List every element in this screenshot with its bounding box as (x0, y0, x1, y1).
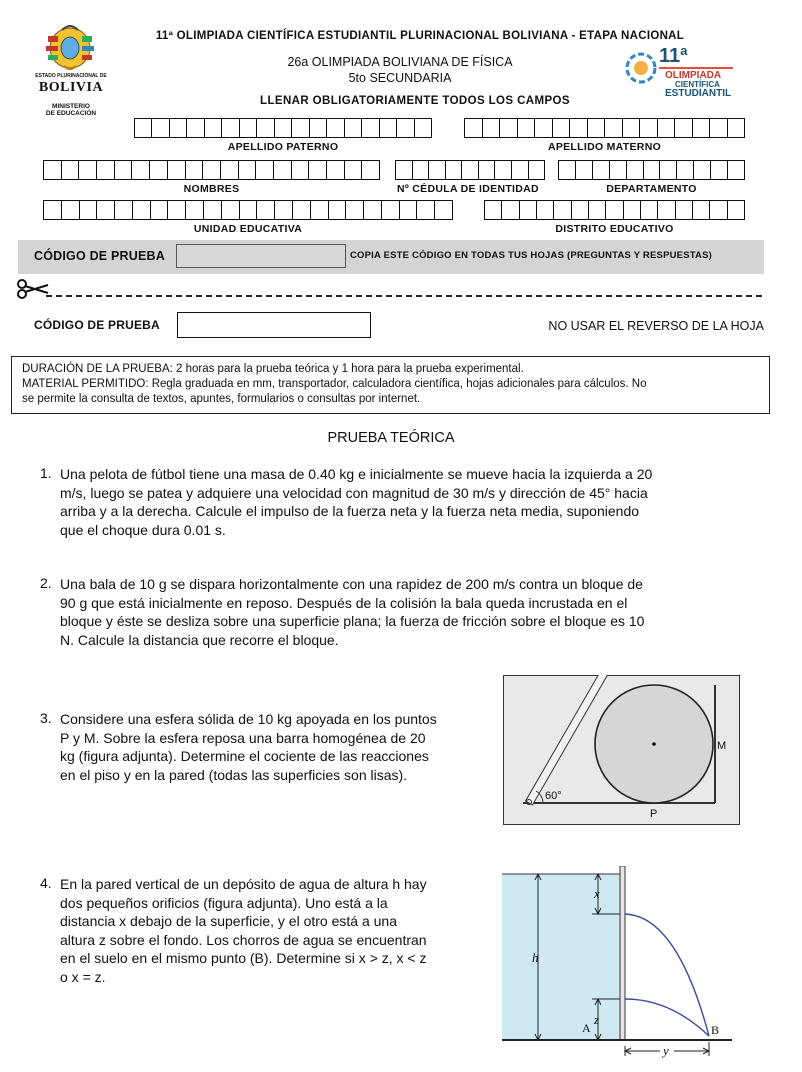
char-cell[interactable] (429, 160, 446, 180)
char-cell[interactable] (256, 160, 274, 180)
char-cell[interactable] (309, 160, 327, 180)
char-cell[interactable] (275, 118, 292, 138)
char-cell[interactable] (133, 200, 151, 220)
char-cell[interactable] (553, 118, 571, 138)
question-1-number: 1. (40, 465, 52, 481)
char-cell[interactable] (465, 118, 483, 138)
char-cell[interactable] (710, 118, 728, 138)
char-cell[interactable] (346, 200, 364, 220)
char-cell[interactable] (292, 118, 309, 138)
bolivia-coat-of-arms-logo (40, 22, 100, 74)
char-cell[interactable] (435, 200, 453, 220)
char-cell[interactable] (610, 160, 627, 180)
char-cell[interactable] (676, 200, 693, 220)
departamento-boxes[interactable] (558, 160, 745, 180)
char-cell[interactable] (329, 200, 347, 220)
distrito-educativo-boxes[interactable] (484, 200, 745, 220)
departamento-label: DEPARTAMENTO (606, 183, 697, 195)
char-cell[interactable] (624, 200, 641, 220)
char-cell[interactable] (535, 118, 553, 138)
logo-right-line2: CIENTÍFICA (675, 80, 720, 89)
question-3-line: en el piso y en la pared (todas las superficies son lisas). (60, 766, 408, 783)
fig4-label-b: B (711, 1023, 720, 1037)
char-cell[interactable] (537, 200, 554, 220)
char-cell[interactable] (203, 160, 221, 180)
char-cell[interactable] (644, 160, 661, 180)
info-duracion: DURACIÓN DE LA PRUEBA: 2 horas para la prueba teórica y 1 hora para la prueba experimental. (22, 363, 524, 375)
question-4-line: En la pared vertical de un depósito de agua de altura h hay (60, 876, 427, 892)
char-cell[interactable] (364, 200, 382, 220)
char-cell[interactable] (62, 200, 80, 220)
char-cell[interactable] (479, 160, 496, 180)
char-cell[interactable] (362, 118, 379, 138)
nombres-label: NOMBRES (183, 183, 240, 195)
char-cell[interactable] (257, 118, 274, 138)
char-cell[interactable] (187, 118, 204, 138)
question-3-line: P y M. Sobre la esfera reposa una barra homogénea de 20 (60, 729, 426, 746)
char-cell[interactable] (310, 118, 327, 138)
char-cell[interactable] (728, 160, 745, 180)
question-4-line: altura z sobre el fondo. Los chorros de agua se encuentran (60, 931, 427, 948)
char-cell[interactable] (576, 160, 593, 180)
cedula-boxes[interactable] (395, 160, 545, 180)
char-cell[interactable] (186, 160, 204, 180)
char-cell[interactable] (80, 200, 98, 220)
char-cell[interactable] (675, 118, 693, 138)
info-consulta: se permite la consulta de textos, apuntes, formularios o consultas por internet. (22, 393, 421, 405)
question-4-text (60, 875, 488, 986)
logo-right-line1: OLIMPIADA (665, 70, 722, 81)
char-cell[interactable] (221, 160, 239, 180)
fig3-label-p: P (650, 808, 658, 820)
char-cell[interactable] (380, 118, 397, 138)
apellido-materno-boxes[interactable] (464, 118, 745, 138)
char-cell[interactable] (239, 160, 257, 180)
char-cell[interactable] (150, 160, 168, 180)
char-cell[interactable] (97, 200, 115, 220)
char-cell[interactable] (520, 200, 537, 220)
logo-country: BOLIVIA (38, 79, 104, 95)
char-cell[interactable] (362, 160, 380, 180)
char-cell[interactable] (500, 118, 518, 138)
codigo-label: CÓDIGO DE PRUEBA (34, 249, 165, 263)
header-subtitle-grade: 5to SECUNDARIA (348, 71, 452, 85)
char-cell[interactable] (588, 118, 606, 138)
char-cell[interactable] (186, 200, 204, 220)
question-4-line: dos pequeños orificios (figura adjunta). Uno está a la (60, 894, 388, 911)
char-cell[interactable] (151, 200, 169, 220)
question-1-line: Una pelota de fútbol tiene una masa de 0.40 kg e inicialmente se mueve hacia la izquierda a 20 (60, 466, 653, 482)
char-cell[interactable] (512, 160, 529, 180)
char-cell[interactable] (400, 200, 418, 220)
char-cell[interactable] (327, 118, 344, 138)
char-cell[interactable] (605, 118, 623, 138)
cut-line (46, 295, 762, 297)
codigo-label-bottom: CÓDIGO DE PRUEBA (34, 318, 160, 332)
char-cell[interactable] (693, 200, 710, 220)
char-cell[interactable] (413, 160, 430, 180)
fill-instruction: LLENAR OBLIGATORIAMENTE TODOS LOS CAMPOS (260, 95, 570, 107)
question-2-line: bloque y éste se desliza sobre una superficie plana; la fuerza de fricción sobre el bloque es 10 (60, 613, 645, 629)
logo-ministry-1: MINISTERIO (52, 102, 90, 110)
question-1-text (60, 465, 770, 539)
char-cell[interactable] (135, 118, 152, 138)
char-cell[interactable] (293, 200, 311, 220)
char-cell[interactable] (572, 200, 589, 220)
codigo-field-top[interactable] (176, 244, 346, 268)
info-material: MATERIAL PERMITIDO: Regla graduada en mm, transportador, calculadora científica, hojas adicionales para cálculos. No (22, 378, 647, 390)
char-cell[interactable] (345, 118, 362, 138)
scissors-icon (16, 278, 50, 300)
char-cell[interactable] (222, 200, 240, 220)
char-cell[interactable] (132, 160, 150, 180)
char-cell[interactable] (240, 200, 258, 220)
question-2-line: 90 g que está inicialmente en reposo. Después de la colisión la bala queda incrustada en el (60, 594, 628, 611)
question-3-line: Considere una esfera sólida de 10 kg apoyada en los puntos (60, 711, 437, 727)
apellido-paterno-boxes[interactable] (134, 118, 432, 138)
prueba-title: PRUEBA TEÓRICA (327, 430, 455, 446)
char-cell[interactable] (274, 160, 292, 180)
char-cell[interactable] (483, 118, 501, 138)
nombres-boxes[interactable] (43, 160, 380, 180)
char-cell[interactable] (711, 160, 728, 180)
char-cell[interactable] (44, 200, 62, 220)
char-cell[interactable] (570, 118, 588, 138)
char-cell[interactable] (641, 200, 658, 220)
char-cell[interactable] (589, 200, 606, 220)
char-cell[interactable] (462, 160, 479, 180)
char-cell[interactable] (205, 118, 222, 138)
char-cell[interactable] (152, 118, 169, 138)
question-4-line: distancia x debajo de la superficie, y el otro está a una (60, 913, 397, 929)
question-4-line: o x = z. (60, 968, 106, 985)
char-cell[interactable] (168, 160, 186, 180)
char-cell[interactable] (311, 200, 329, 220)
char-cell[interactable] (559, 160, 576, 180)
question-2-text (60, 575, 770, 649)
char-cell[interactable] (623, 118, 641, 138)
distrito-educativo-label: DISTRITO EDUCATIVO (555, 223, 674, 235)
fig4-label-z: z (594, 1012, 600, 1027)
char-cell[interactable] (627, 160, 644, 180)
info-box (11, 356, 770, 414)
bolivia-logo-text (30, 74, 112, 117)
char-cell[interactable] (485, 200, 502, 220)
char-cell[interactable] (168, 200, 186, 220)
unidad-educativa-boxes[interactable] (43, 200, 453, 220)
question-1-line: m/s, luego se patea y adquiere una velocidad con magnitud de 30 m/s y dirección de 45° hacia (60, 484, 648, 501)
char-cell[interactable] (397, 118, 414, 138)
char-cell[interactable] (446, 160, 463, 180)
fig3-angle-label: 60° (545, 790, 562, 802)
codigo-field-bottom[interactable] (177, 312, 371, 338)
question-4-number: 4. (40, 875, 52, 891)
char-cell[interactable] (606, 200, 623, 220)
no-reverso-note: NO USAR EL REVERSO DE LA HOJA (548, 319, 764, 333)
char-cell[interactable] (677, 160, 694, 180)
question-2-line: Una bala de 10 g se dispara horizontalmente con una rapidez de 200 m/s contra un bloque de (60, 576, 643, 592)
char-cell[interactable] (257, 200, 275, 220)
char-cell[interactable] (44, 160, 62, 180)
char-cell[interactable] (658, 200, 675, 220)
char-cell[interactable] (495, 160, 512, 180)
logo-ministry-2: DE EDUCACIÓN (45, 110, 97, 118)
char-cell[interactable] (660, 160, 677, 180)
char-cell[interactable] (327, 160, 345, 180)
question-1-line: que el choque dura 0.01 s. (60, 521, 226, 538)
char-cell[interactable] (640, 118, 658, 138)
question-4-line: en el suelo en el mismo punto (B). Determine si x > z, x < z (60, 950, 427, 966)
fig4-label-y: y (663, 1043, 669, 1058)
char-cell[interactable] (240, 118, 257, 138)
question-1-line: arriba y a la derecha. Calcule el impulso de la fuerza neta y la fuerza neta media, suponiendo (60, 503, 640, 519)
apellido-materno-label: APELLIDO MATERNO (547, 141, 662, 153)
char-cell[interactable] (292, 160, 310, 180)
fig4-label-x: x (594, 886, 600, 901)
char-cell[interactable] (62, 160, 80, 180)
codigo-copy-note: COPIA ESTE CÓDIGO EN TODAS TUS HOJAS (PREGUNTAS Y RESPUESTAS) (350, 250, 712, 261)
char-cell[interactable] (710, 200, 727, 220)
char-cell[interactable] (728, 200, 745, 220)
question-3-number: 3. (40, 710, 52, 726)
char-cell[interactable] (518, 118, 536, 138)
cedula-label: Nº CÉDULA DE IDENTIDAD (397, 183, 539, 195)
char-cell[interactable] (593, 160, 610, 180)
char-cell[interactable] (97, 160, 115, 180)
char-cell[interactable] (554, 200, 571, 220)
figure-water-tank (502, 866, 736, 1058)
logo-right-line3: ESTUDIANTIL (665, 88, 732, 99)
fig3-label-m: M (717, 740, 727, 752)
question-3-text (60, 710, 490, 784)
logo-small-text: ESTADO PLURINACIONAL DE (35, 73, 107, 79)
char-cell[interactable] (115, 160, 133, 180)
char-cell[interactable] (115, 200, 133, 220)
char-cell[interactable] (275, 200, 293, 220)
question-2-line: N. Calcule la distancia que recorre el bloque. (60, 631, 339, 648)
char-cell[interactable] (728, 118, 746, 138)
fig4-label-a: A (582, 1021, 591, 1035)
header-title: 11ª OLIMPIADA CIENTÍFICA ESTUDIANTIL PLURINACIONAL BOLIVIANA - ETAPA NACIONAL (155, 30, 685, 42)
olimpiada-logo (625, 38, 737, 100)
char-cell[interactable] (204, 200, 222, 220)
char-cell[interactable] (382, 200, 400, 220)
char-cell[interactable] (694, 160, 711, 180)
char-cell[interactable] (345, 160, 363, 180)
header-subtitle-olimpiada: 26a OLIMPIADA BOLIVIANA DE FÍSICA (287, 55, 513, 69)
char-cell[interactable] (170, 118, 187, 138)
logo-right-number: 11ª (659, 45, 688, 67)
question-3-line: kg (figura adjunta). Determine el cociente de las reacciones (60, 748, 429, 764)
char-cell[interactable] (222, 118, 239, 138)
char-cell[interactable] (396, 160, 413, 180)
char-cell[interactable] (658, 118, 676, 138)
char-cell[interactable] (415, 118, 432, 138)
question-2-number: 2. (40, 575, 52, 591)
char-cell[interactable] (417, 200, 435, 220)
char-cell[interactable] (529, 160, 546, 180)
char-cell[interactable] (79, 160, 97, 180)
fig4-label-h: h (532, 950, 539, 965)
char-cell[interactable] (693, 118, 711, 138)
figure-sphere-bar (503, 675, 740, 825)
apellido-paterno-label: APELLIDO PATERNO (227, 141, 339, 153)
unidad-educativa-label: UNIDAD EDUCATIVA (193, 223, 303, 235)
char-cell[interactable] (502, 200, 519, 220)
